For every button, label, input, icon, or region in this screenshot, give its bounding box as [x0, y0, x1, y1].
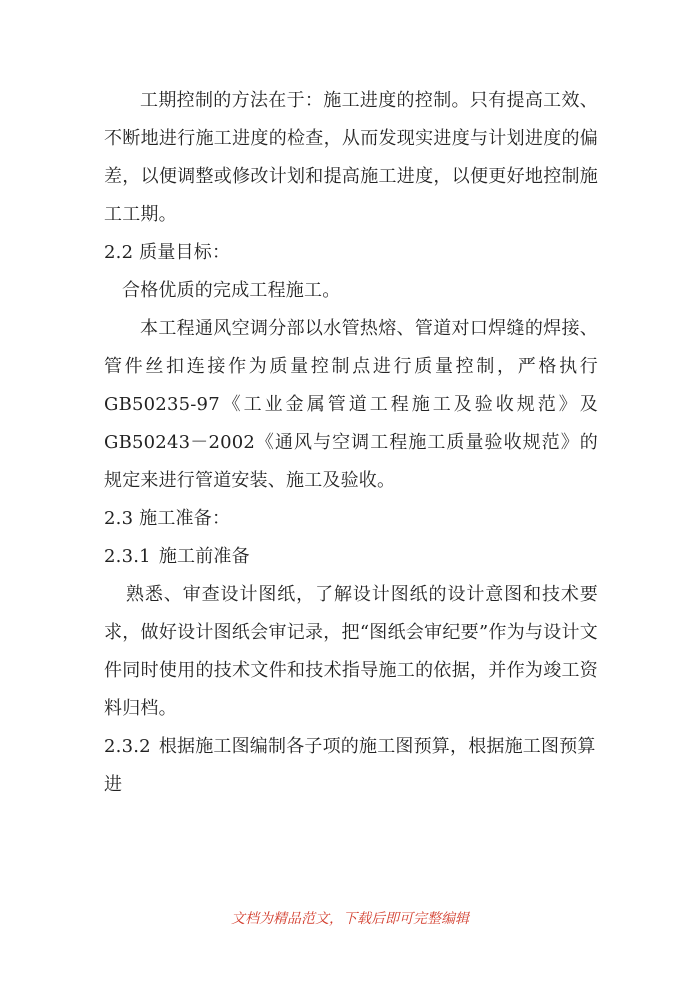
heading-text: 施工前准备: [158, 546, 250, 567]
heading-quality-goal: 2.2 质量目标：: [104, 242, 231, 263]
paragraph-quality-control: 本工程通风空调分部以水管热熔、管道对口焊缝的焊接、管件丝扣连接作为质量控制点进行质量控制，严格执行 GB50235-97《工业金属管道工程施工及验收规范》及 GB50243－2002《通风与空调工程施工质量验收规范》的规定来进行管道安装、施工及验收。: [104, 318, 598, 491]
paragraph-schedule-control: 工期控制的方法在于：施工进度的控制。只有提高工效、不断地进行施工进度的检查，从而发现实进度与计划进度的偏差，以便调整或修改计划和提高施工进度，以便更好地控制施工工期。: [104, 90, 598, 225]
heading-number: 2.3.2: [104, 736, 151, 757]
heading-pre-construction: [104, 538, 598, 576]
heading-construction-preparation: 2.3 施工准备：: [104, 508, 231, 529]
paragraph-drawing-review: 熟悉、审查设计图纸，了解设计图纸的设计意图和技术要求，做好设计图纸会审记录，把“图纸会审纪要”作为与设计文件同时使用的技术文件和技术指导施工的依据，并作为竣工资料归档。: [104, 584, 598, 719]
paragraph-quality-statement: 合格优质的完成工程施工。: [122, 280, 341, 301]
heading-number: 2.3.1: [104, 546, 151, 567]
footer-note: 文档为精品范文，下载后即可完整编辑: [231, 911, 469, 927]
document-body: [104, 82, 598, 804]
heading-budget: [104, 728, 598, 804]
heading-text: 根据施工图编制各子项的施工图预算，根据施工图预算进: [104, 736, 596, 795]
